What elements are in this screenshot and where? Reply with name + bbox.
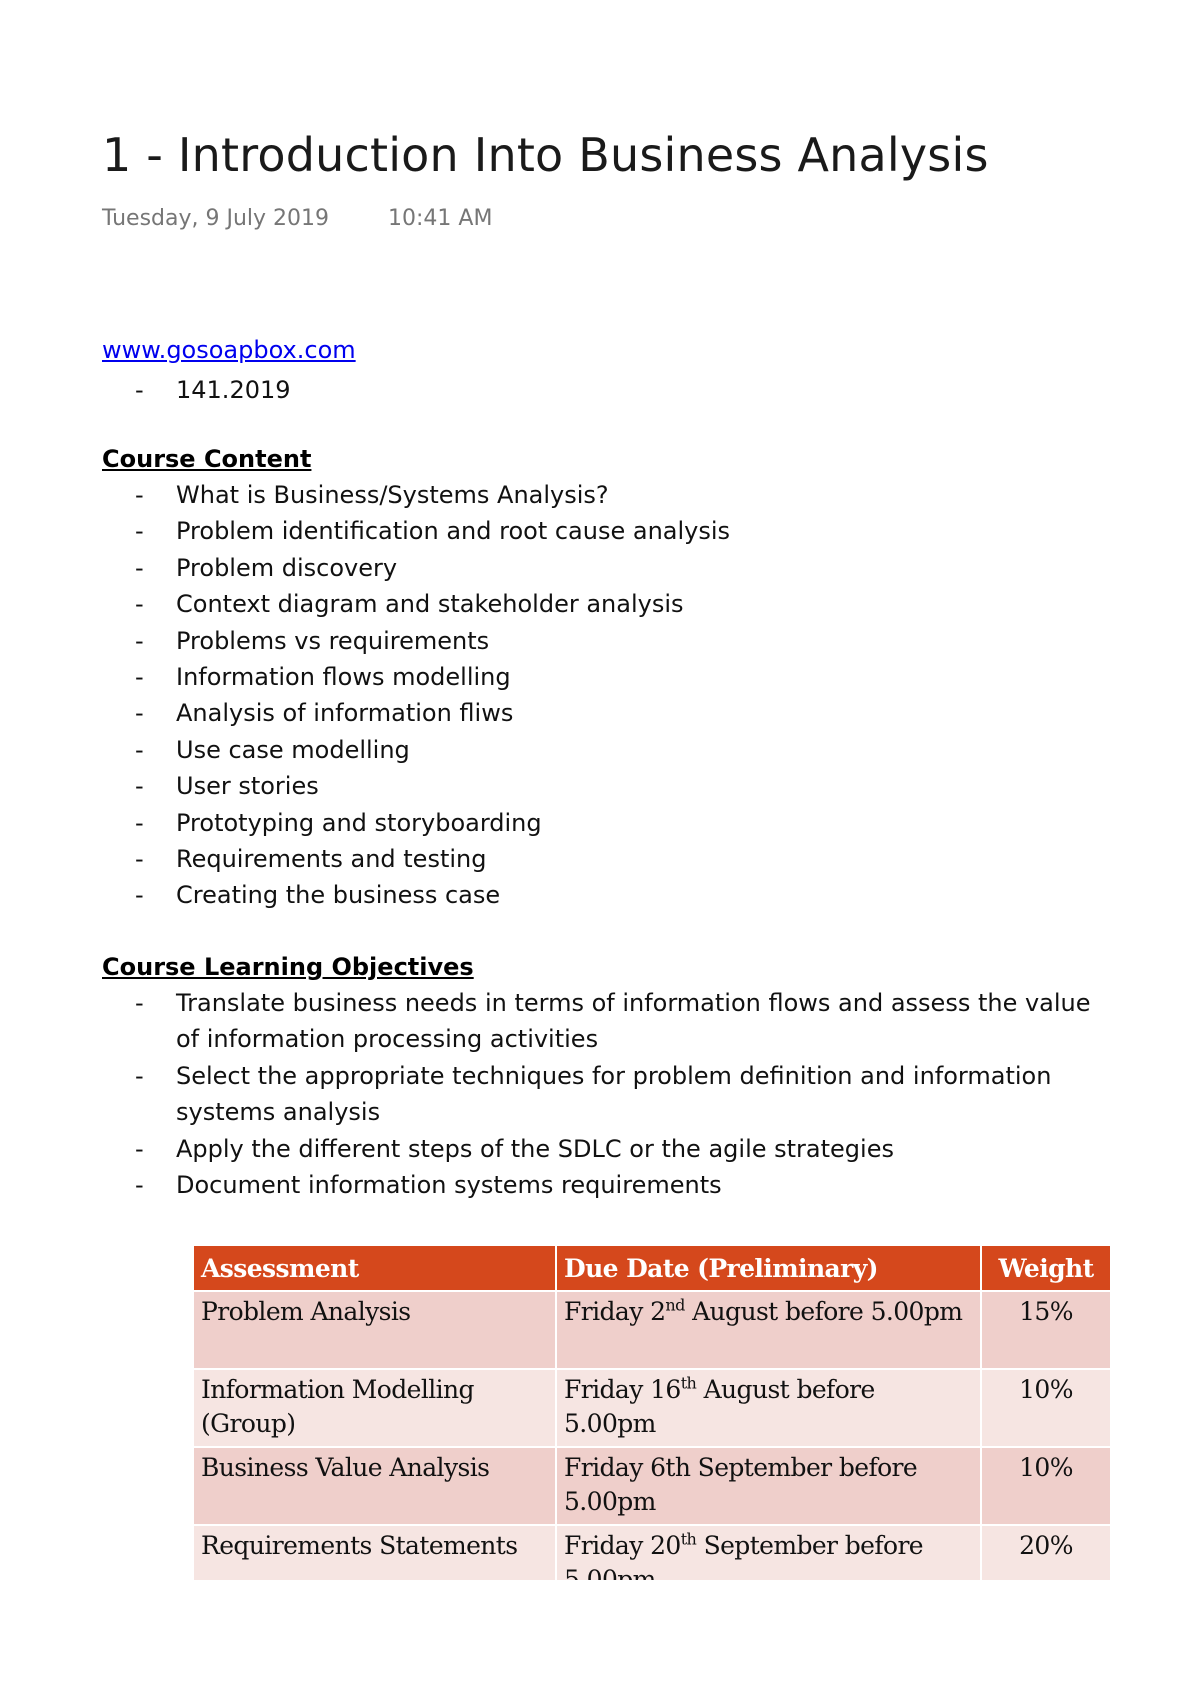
bullet-dash: - (135, 553, 144, 582)
list-item (102, 1058, 1112, 1131)
learning-objectives-heading: Course Learning Objectives (102, 953, 474, 981)
due-date-ordinal: th (680, 1373, 697, 1393)
list-item-text: Problem discovery (176, 553, 398, 582)
due-date-ordinal: nd (665, 1295, 685, 1315)
header-assessment: Assessment (193, 1246, 556, 1291)
list-item-text: Translate business needs in terms of information flows and assess the value of information processing activities (176, 989, 1091, 1054)
list-item (102, 1131, 1112, 1167)
course-content-list (102, 477, 1112, 914)
list-item (102, 477, 1112, 513)
list-item (102, 550, 1112, 586)
cell-assessment: Business Value Analysis (193, 1447, 556, 1525)
list-item-text: Use case modelling (176, 735, 410, 764)
table-row (193, 1447, 1111, 1525)
list-item (102, 695, 1112, 731)
list-item (102, 372, 1112, 408)
table-row (193, 1369, 1111, 1447)
list-item (102, 586, 1112, 622)
code-list (102, 372, 1112, 408)
page-title: 1 - Introduction Into Business Analysis (102, 128, 989, 182)
due-date-text-rest: August before 5.00pm (684, 1297, 963, 1326)
cell-assessment: Requirements Statements (193, 1525, 556, 1603)
due-date-text-rest: September before (703, 1531, 923, 1560)
bullet-dash: - (135, 881, 144, 910)
list-item-text: User stories (176, 772, 319, 801)
course-content-section (102, 441, 1112, 914)
list-item (102, 1167, 1112, 1203)
due-date-text: Friday 16 (564, 1375, 681, 1404)
bullet-dash: - (135, 590, 144, 619)
bullet-dash: - (135, 517, 144, 546)
page-bottom-margin (0, 1580, 1200, 1698)
list-item (102, 805, 1112, 841)
list-item (102, 985, 1112, 1058)
cell-assessment: Information Modelling (Group) (193, 1369, 556, 1447)
cell-weight: 10% (981, 1369, 1111, 1447)
list-item (102, 513, 1112, 549)
bullet-dash: - (135, 808, 144, 837)
list-item-text: Creating the business case (176, 881, 501, 910)
due-date-ordinal: th (680, 1529, 697, 1549)
bullet-dash: - (135, 626, 144, 655)
learning-objectives-list (102, 985, 1112, 1203)
list-item-text: Document information systems requirements (176, 1171, 722, 1200)
header-due-date: Due Date (Preliminary) (556, 1246, 981, 1291)
cell-due-date (556, 1447, 981, 1525)
list-item-text: Select the appropriate techniques for problem definition and information systems analysis (176, 1061, 1052, 1127)
bullet-dash: - (135, 1134, 144, 1163)
list-item-text: Problem identification and root cause analysis (176, 517, 731, 546)
cell-due-date (556, 1369, 981, 1447)
page-time: 10:41 AM (388, 206, 493, 231)
list-item-text: Prototyping and storyboarding (176, 808, 542, 837)
assessment-table (192, 1246, 1112, 1604)
list-item-text: Requirements and testing (176, 845, 487, 874)
list-item (102, 841, 1112, 877)
list-item-text: Apply the different steps of the SDLC or the agile strategies (176, 1134, 894, 1163)
bullet-dash: - (135, 481, 144, 509)
list-item (102, 768, 1112, 804)
bullet-dash: - (135, 845, 144, 874)
cell-weight: 10% (981, 1447, 1111, 1525)
list-item (102, 877, 1112, 913)
bullet-dash: - (135, 735, 144, 764)
cell-due-date (556, 1291, 981, 1369)
bullet-dash: - (135, 989, 144, 1017)
course-content-heading: Course Content (102, 445, 312, 473)
header-weight: Weight (981, 1246, 1111, 1291)
list-item-text: What is Business/Systems Analysis? (176, 481, 609, 509)
list-item (102, 623, 1112, 659)
gosoapbox-link[interactable]: www.gosoapbox.com (102, 336, 356, 364)
due-date-text: Friday 20 (564, 1531, 681, 1560)
due-date-text: Friday 6th September before 5.00pm (564, 1453, 918, 1516)
table-row (193, 1291, 1111, 1369)
cell-weight: 20% (981, 1525, 1111, 1603)
bullet-dash: - (135, 376, 144, 404)
list-item-text: Analysis of information fliws (176, 699, 514, 728)
due-date-text-rest: August before 5.00pm (564, 1375, 875, 1438)
bullet-dash: - (135, 1171, 144, 1200)
due-date-text: Friday 2 (564, 1297, 666, 1326)
bullet-dash: - (135, 772, 144, 801)
list-item (102, 659, 1112, 695)
bullet-dash: - (135, 699, 144, 728)
list-item-text: Problems vs requirements (176, 626, 490, 655)
cell-assessment: Problem Analysis (193, 1291, 556, 1369)
table-header-row (193, 1246, 1111, 1291)
cell-weight: 15% (981, 1291, 1111, 1369)
list-item-text: Information flows modelling (176, 663, 511, 692)
bullet-dash: - (135, 663, 144, 692)
bullet-dash: - (135, 1061, 144, 1090)
learning-objectives-section (102, 949, 1112, 1203)
list-item (102, 732, 1112, 768)
code-text: 141.2019 (176, 376, 291, 404)
page-date: Tuesday, 9 July 2019 (102, 206, 330, 231)
list-item-text: Context diagram and stakeholder analysis (176, 590, 684, 619)
